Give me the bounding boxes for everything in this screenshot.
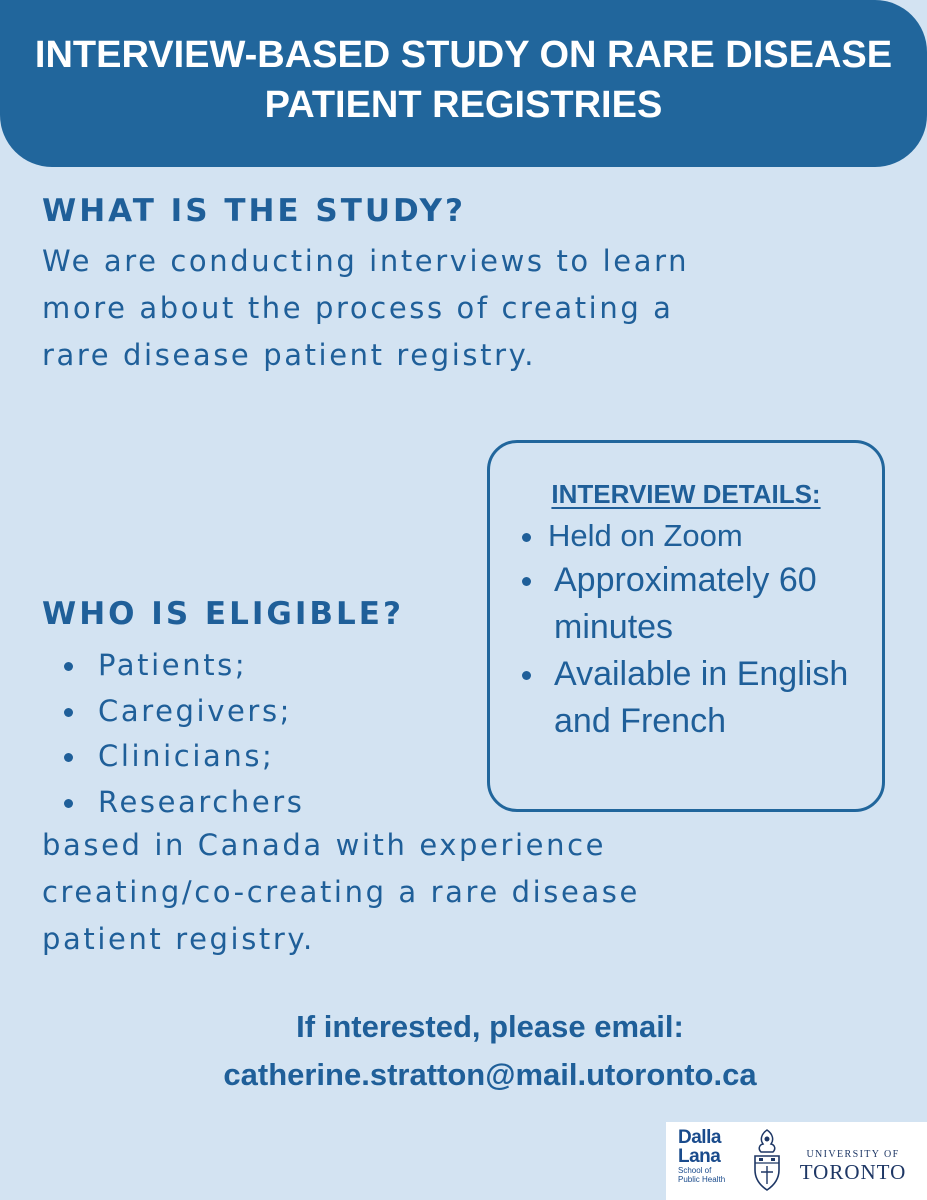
uoft-wordmark-top: UNIVERSITY OF xyxy=(806,1149,900,1160)
bullet-icon xyxy=(522,671,531,680)
interview-detail-item xyxy=(520,515,848,557)
eligibility-item-label: Researchers xyxy=(98,784,305,819)
eligibility-note-line: creating/co-creating a rare disease xyxy=(42,875,640,909)
interview-detail-text: Held on Zoom xyxy=(548,518,743,553)
study-description xyxy=(42,238,689,379)
eligibility-item-label: Caregivers; xyxy=(98,693,293,728)
eligibility-item xyxy=(60,689,305,735)
contact-prompt: If interested, please email: xyxy=(296,1009,684,1044)
study-line: We are conducting interviews to learn xyxy=(42,244,690,278)
eligibility-item xyxy=(60,780,305,826)
interview-detail-text: Approximately 60 xyxy=(554,561,817,599)
bullet-icon xyxy=(64,708,73,717)
uoft-crest-icon xyxy=(752,1128,782,1192)
bullet-icon xyxy=(522,533,531,542)
study-line: rare disease patient registry. xyxy=(42,338,537,372)
interview-details-list xyxy=(520,515,848,745)
interview-detail-item xyxy=(520,651,848,745)
title-line-1: INTERVIEW-BASED STUDY ON RARE DISEASE xyxy=(34,34,893,76)
dalla-lana-logo xyxy=(678,1128,725,1184)
bullet-icon xyxy=(64,799,73,808)
interview-detail-text: minutes xyxy=(554,608,674,646)
uoft-wordmark xyxy=(786,1148,920,1183)
uoft-wordmark-bottom: TORONTO xyxy=(799,1160,907,1184)
title-banner xyxy=(0,0,927,167)
eligibility-heading: WHO IS ELIGIBLE? xyxy=(42,596,404,632)
study-heading: WHAT IS THE STUDY? xyxy=(42,193,466,229)
page-title xyxy=(0,30,927,130)
interview-detail-text: and French xyxy=(554,702,726,740)
dalla-lana-word: Dalla xyxy=(678,1127,721,1148)
bullet-icon xyxy=(64,753,73,762)
dalla-lana-word: Lana xyxy=(678,1146,721,1167)
eligibility-note xyxy=(42,822,640,963)
interview-details-title: INTERVIEW DETAILS: xyxy=(551,479,821,509)
eligibility-note-line: based in Canada with experience xyxy=(42,828,607,862)
eligibility-list xyxy=(60,643,305,825)
eligibility-item-label: Clinicians; xyxy=(98,739,275,773)
dalla-lana-subtitle: Public Health xyxy=(678,1175,726,1184)
interview-detail-item xyxy=(520,557,848,651)
eligibility-item-label: Patients; xyxy=(98,648,248,682)
eligibility-item xyxy=(60,643,305,689)
dalla-lana-subtitle: School of xyxy=(678,1166,712,1175)
logo-panel xyxy=(666,1122,927,1200)
contact-email-link[interactable]: catherine.stratton@mail.utoronto.ca xyxy=(223,1057,757,1092)
interview-detail-text: Available in English xyxy=(554,655,849,693)
eligibility-note-line: patient registry. xyxy=(42,922,315,956)
bullet-icon xyxy=(522,577,531,586)
bullet-icon xyxy=(64,662,73,671)
study-line: more about the process of creating a xyxy=(42,291,674,325)
title-line-2: PATIENT REGISTRIES xyxy=(264,84,663,126)
eligibility-item xyxy=(60,734,305,780)
interview-details-box xyxy=(487,440,885,812)
